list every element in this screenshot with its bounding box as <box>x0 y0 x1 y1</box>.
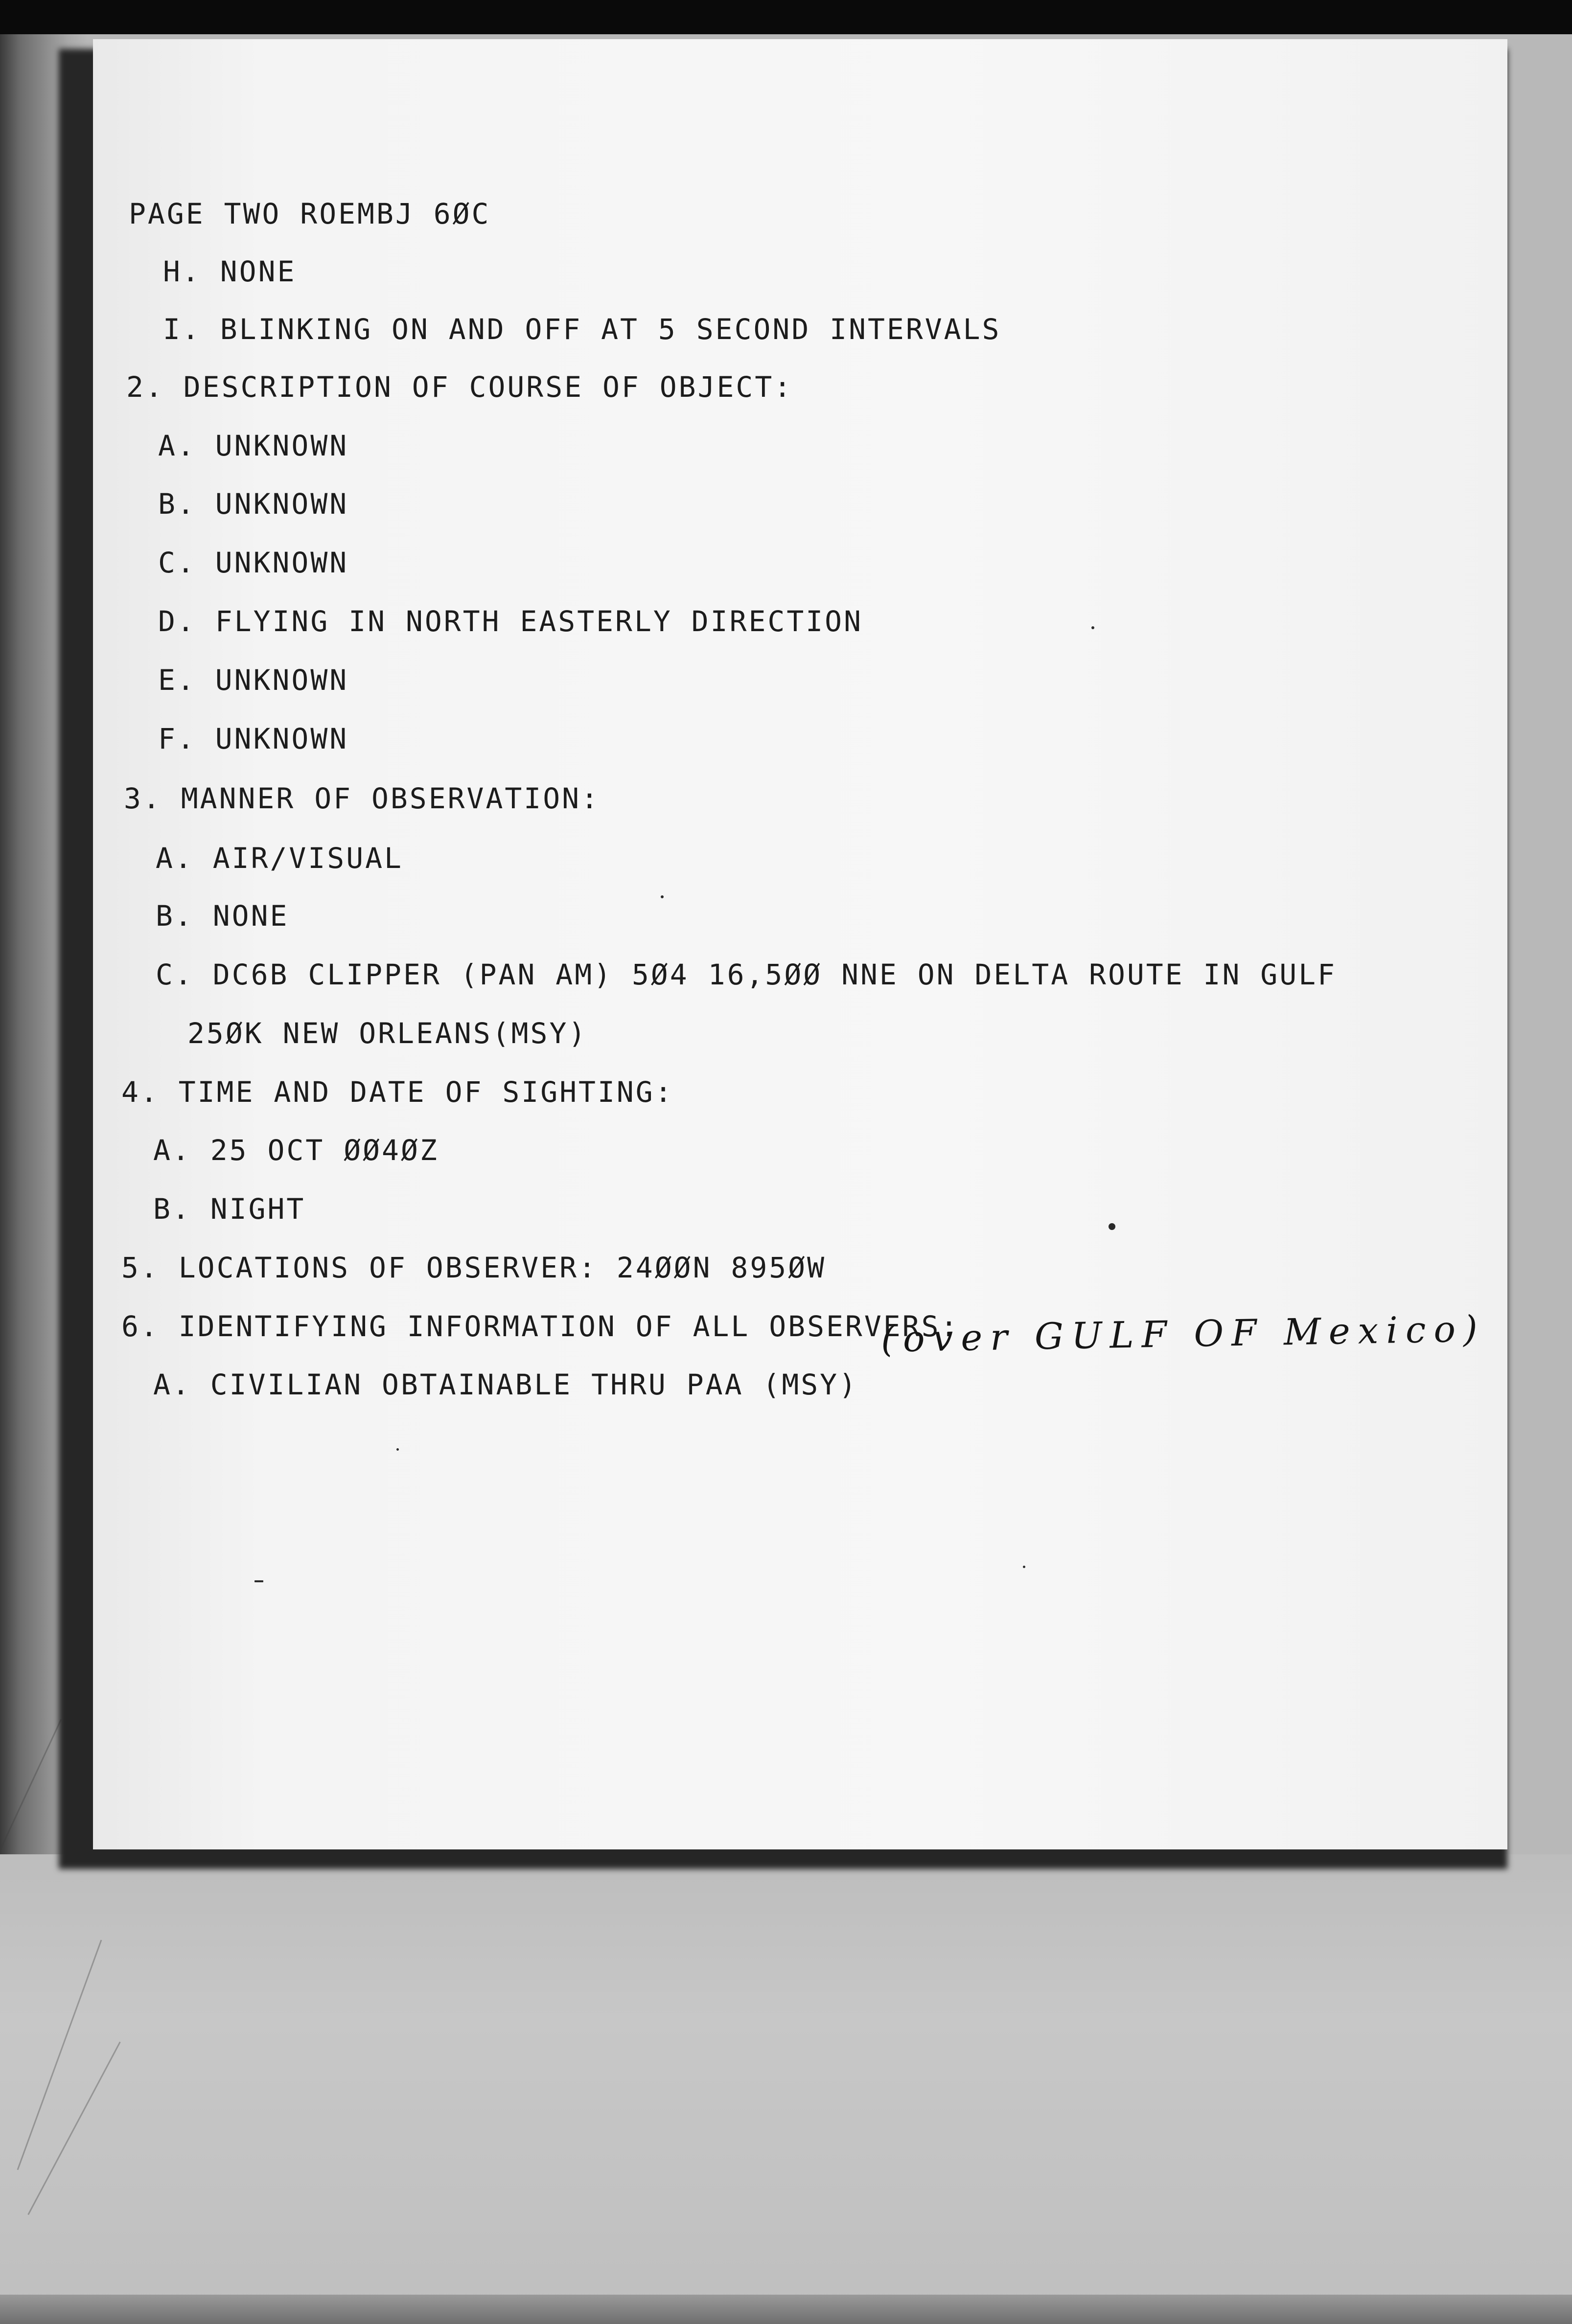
handwritten-annotation: (over GULF OF Mexico) <box>880 1308 1486 1361</box>
ink-speck <box>1109 1223 1115 1230</box>
line-i: I. BLINKING ON AND OFF AT 5 SECOND INTERVALS <box>163 313 1001 346</box>
section-6-heading: 6. IDENTIFYING INFORMATION OF ALL OBSERVERS: <box>121 1310 960 1343</box>
line-3a: A. AIR/VISUAL <box>156 842 403 875</box>
section-3-heading: 3. MANNER OF OBSERVATION: <box>124 782 600 815</box>
film-bottom-border <box>0 2295 1572 2324</box>
line-3c: C. DC6B CLIPPER (PAN AM) 5Ø4 16,5ØØ NNE ON DELTA ROUTE IN GULF <box>156 958 1337 991</box>
ink-speck <box>1091 626 1094 629</box>
section-2-heading: 2. DESCRIPTION OF COURSE OF OBJECT: <box>126 370 793 404</box>
line-3b: B. NONE <box>156 899 289 933</box>
line-h: H. NONE <box>163 255 297 288</box>
line-4a: A. 25 OCT ØØ4ØZ <box>153 1134 439 1167</box>
line-2f: F. UNKNOWN <box>158 722 349 755</box>
film-lower-area <box>0 1854 1572 2324</box>
line-2a: A. UNKNOWN <box>158 429 349 462</box>
ink-speck <box>661 895 664 898</box>
ink-speck <box>1023 1566 1025 1568</box>
ink-speck <box>396 1448 399 1451</box>
line-3c-continued: 25ØK NEW ORLEANS(MSY) <box>187 1017 588 1050</box>
section-5-line: 5. LOCATIONS OF OBSERVER: 24ØØN 895ØW <box>121 1251 827 1284</box>
line-6a: A. CIVILIAN OBTAINABLE THRU PAA (MSY) <box>153 1368 858 1401</box>
ink-mark <box>254 1580 263 1582</box>
section-4-heading: 4. TIME AND DATE OF SIGHTING: <box>121 1075 674 1109</box>
line-2b: B. UNKNOWN <box>158 487 349 521</box>
page-header: PAGE TWO ROEMBJ 6ØC <box>129 197 491 230</box>
line-2d: D. FLYING IN NORTH EASTERLY DIRECTION <box>158 605 863 638</box>
teletype-page <box>93 39 1507 1849</box>
line-4b: B. NIGHT <box>153 1192 306 1226</box>
line-2e: E. UNKNOWN <box>158 663 349 697</box>
film-top-border <box>0 0 1572 34</box>
line-2c: C. UNKNOWN <box>158 546 349 579</box>
